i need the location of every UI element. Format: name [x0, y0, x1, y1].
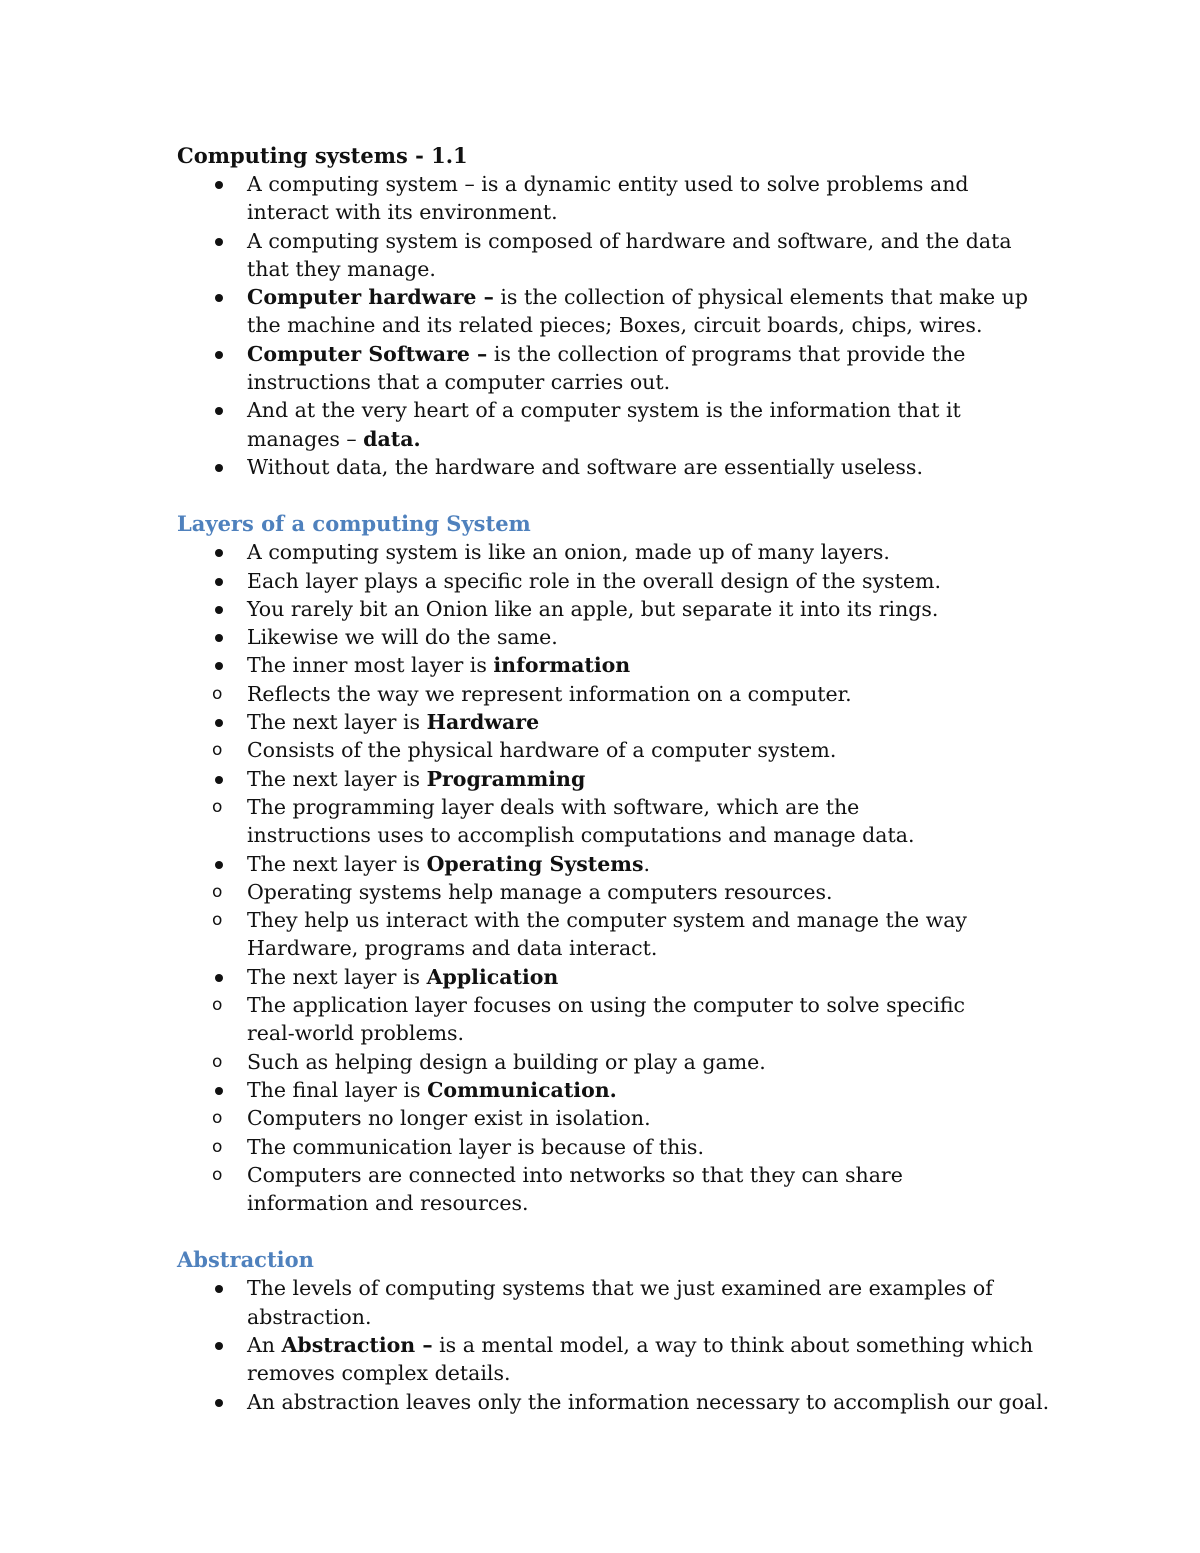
- item-line: [247, 283, 1057, 311]
- list-item: [177, 396, 1057, 453]
- item-line: They help us interact with the computer system and manage the way: [247, 908, 967, 933]
- circle-bullet-icon: o: [212, 740, 223, 761]
- section-heading: Layers of a computing System: [177, 511, 531, 537]
- circle-bullet-icon: o: [212, 995, 223, 1016]
- circle-bullet-icon: o: [212, 1051, 223, 1072]
- item-text: The next layer is: [247, 710, 427, 735]
- circle-bullet-icon: o: [212, 1108, 223, 1129]
- bold-term: Operating Systems: [426, 851, 644, 876]
- bullet-list: [177, 1076, 1057, 1104]
- bold-term: data.: [363, 426, 421, 451]
- item-line: information and resources.: [247, 1191, 529, 1216]
- circle-bullet-icon: o: [212, 683, 223, 704]
- item-line: An abstraction leaves only the information necessary to accomplish our goal.: [247, 1389, 1050, 1414]
- item-text: The final layer is: [247, 1077, 428, 1102]
- item-line: that they manage.: [247, 256, 436, 281]
- list-item: [177, 1388, 1057, 1416]
- item-text: The inner most layer is: [247, 653, 494, 678]
- circle-bullet-icon: o: [212, 1136, 223, 1157]
- bold-term: Computer hardware –: [247, 285, 494, 310]
- section-layers: [177, 509, 1057, 1217]
- item-line: The levels of computing systems that we just examined are examples of: [247, 1276, 993, 1301]
- list-item: [177, 651, 1057, 679]
- bullet-icon: [215, 861, 223, 869]
- item-line: The application layer focuses on using the computer to solve specific: [247, 993, 966, 1018]
- sub-list: [177, 1104, 1057, 1217]
- item-line: removes complex details.: [247, 1361, 511, 1386]
- sub-list: [177, 793, 1057, 850]
- bold-term: Programming: [426, 766, 586, 791]
- sub-list-item: [177, 680, 1057, 708]
- document-page: [177, 141, 1057, 1416]
- bullet-icon: [215, 238, 223, 246]
- section-computing-systems: [177, 141, 1057, 481]
- bullet-icon: [215, 776, 223, 784]
- item-line: A computing system – is a dynamic entity used to solve problems and: [247, 172, 969, 196]
- sub-list: [177, 736, 1057, 764]
- bullet-list: [177, 765, 1057, 793]
- bullet-icon: [215, 1285, 223, 1293]
- list-item: [177, 1331, 1057, 1388]
- circle-bullet-icon: o: [212, 881, 223, 902]
- list-item: [177, 453, 1057, 481]
- section-heading: Abstraction: [177, 1247, 314, 1273]
- bullet-icon: [215, 351, 223, 359]
- list-item: [177, 567, 1057, 595]
- item-line: instructions uses to accomplish computations and manage data.: [247, 823, 915, 848]
- bullet-list: [177, 170, 1057, 481]
- bullet-icon: [215, 294, 223, 302]
- sub-list: [177, 878, 1057, 963]
- item-line: Each layer plays a specific role in the overall design of the system.: [247, 568, 942, 593]
- list-item: [177, 283, 1057, 340]
- list-item: [177, 595, 1057, 623]
- circle-bullet-icon: o: [212, 1164, 223, 1185]
- bullet-icon: [215, 578, 223, 586]
- sub-list: [177, 680, 1057, 708]
- item-line: [247, 708, 1057, 736]
- item-line: A computing system is composed of hardware and software, and the data: [247, 228, 1012, 253]
- item-line: And at the very heart of a computer system is the information that it: [247, 398, 961, 423]
- section-heading: Computing systems - 1.1: [177, 143, 468, 168]
- list-item: [177, 1274, 1057, 1331]
- sub-list-item: [177, 1048, 1057, 1076]
- bullet-icon: [215, 719, 223, 727]
- bullet-list: [177, 850, 1057, 878]
- sub-list-item: [177, 1133, 1057, 1161]
- item-text: The next layer is: [247, 851, 427, 876]
- item-line: Computers are connected into networks so that they can share: [247, 1162, 903, 1187]
- item-text: An: [247, 1332, 282, 1357]
- list-item: [177, 227, 1057, 284]
- sub-list-item: [177, 991, 1057, 1048]
- bullet-list: [177, 538, 1057, 679]
- item-text: The next layer is: [247, 766, 427, 791]
- item-line: [247, 1331, 1057, 1359]
- sub-list-item: [177, 906, 1057, 963]
- item-line: the machine and its related pieces; Boxes, circuit boards, chips, wires.: [247, 313, 983, 338]
- bullet-icon: [215, 974, 223, 982]
- item-line: instructions that a computer carries out.: [247, 370, 671, 395]
- bullet-icon: [215, 549, 223, 557]
- item-line: Computers no longer exist in isolation.: [247, 1106, 651, 1131]
- list-item: [177, 708, 1057, 736]
- bullet-icon: [215, 464, 223, 472]
- item-line: real-world problems.: [247, 1021, 465, 1046]
- item-line: [247, 765, 1057, 793]
- sub-list-item: [177, 793, 1057, 850]
- item-line: interact with its environment.: [247, 200, 558, 225]
- sub-list-item: [177, 1104, 1057, 1132]
- bold-term: Application: [426, 964, 559, 989]
- bullet-icon: [215, 662, 223, 670]
- list-item: [177, 850, 1057, 878]
- bold-term: Hardware: [426, 710, 540, 735]
- item-text: The next layer is: [247, 964, 427, 989]
- bullet-icon: [215, 1342, 223, 1350]
- item-line: abstraction.: [247, 1304, 372, 1329]
- bold-term: Computer Software –: [247, 341, 488, 366]
- circle-bullet-icon: o: [212, 796, 223, 817]
- section-abstraction: [177, 1245, 1057, 1415]
- item-line: [247, 651, 1057, 679]
- item-text: is a mental model, a way to think about something which: [432, 1332, 1034, 1357]
- sub-list-item: [177, 1161, 1057, 1218]
- item-line: [247, 1076, 1057, 1104]
- bullet-list: [177, 963, 1057, 991]
- bullet-list: [177, 708, 1057, 736]
- list-item: [177, 1076, 1057, 1104]
- bold-term: information: [493, 653, 631, 678]
- item-line: [247, 340, 1057, 368]
- bullet-icon: [215, 606, 223, 614]
- item-line: Hardware, programs and data interact.: [247, 936, 658, 961]
- sub-list-item: [177, 736, 1057, 764]
- list-item: [177, 623, 1057, 651]
- item-line: Operating systems help manage a computers resources.: [247, 879, 833, 904]
- item-text: .: [643, 851, 651, 876]
- list-item: [177, 963, 1057, 991]
- item-line: [247, 425, 1057, 453]
- sub-list: [177, 991, 1057, 1076]
- item-line: Without data, the hardware and software are essentially useless.: [247, 454, 923, 479]
- list-item: [177, 538, 1057, 566]
- item-text: is the collection of physical elements that make up: [493, 285, 1029, 310]
- list-item: [177, 340, 1057, 397]
- sub-list-item: [177, 878, 1057, 906]
- list-item: [177, 170, 1057, 227]
- item-line: Consists of the physical hardware of a computer system.: [247, 738, 837, 763]
- bullet-icon: [215, 181, 223, 189]
- item-line: Reflects the way we represent information on a computer.: [247, 681, 852, 706]
- bullet-icon: [215, 1087, 223, 1095]
- item-line: Such as helping design a building or play a game.: [247, 1049, 766, 1074]
- item-line: The communication layer is because of this.: [247, 1134, 704, 1159]
- list-item: [177, 765, 1057, 793]
- circle-bullet-icon: o: [212, 910, 223, 931]
- item-line: A computing system is like an onion, made up of many layers.: [247, 540, 890, 565]
- bullet-icon: [215, 407, 223, 415]
- item-line: The programming layer deals with software, which are the: [247, 794, 860, 819]
- bullet-list: [177, 1274, 1057, 1415]
- bullet-icon: [215, 1399, 223, 1407]
- item-line: [247, 963, 1057, 991]
- item-line: [247, 850, 1057, 878]
- bold-term: Abstraction –: [281, 1332, 433, 1357]
- bullet-icon: [215, 634, 223, 642]
- item-text: is the collection of programs that provide the: [487, 341, 966, 366]
- item-line: Likewise we will do the same.: [247, 625, 558, 650]
- bold-term: Communication.: [427, 1077, 617, 1102]
- item-line: You rarely bit an Onion like an apple, but separate it into its rings.: [247, 596, 939, 621]
- item-text: manages –: [247, 426, 364, 451]
